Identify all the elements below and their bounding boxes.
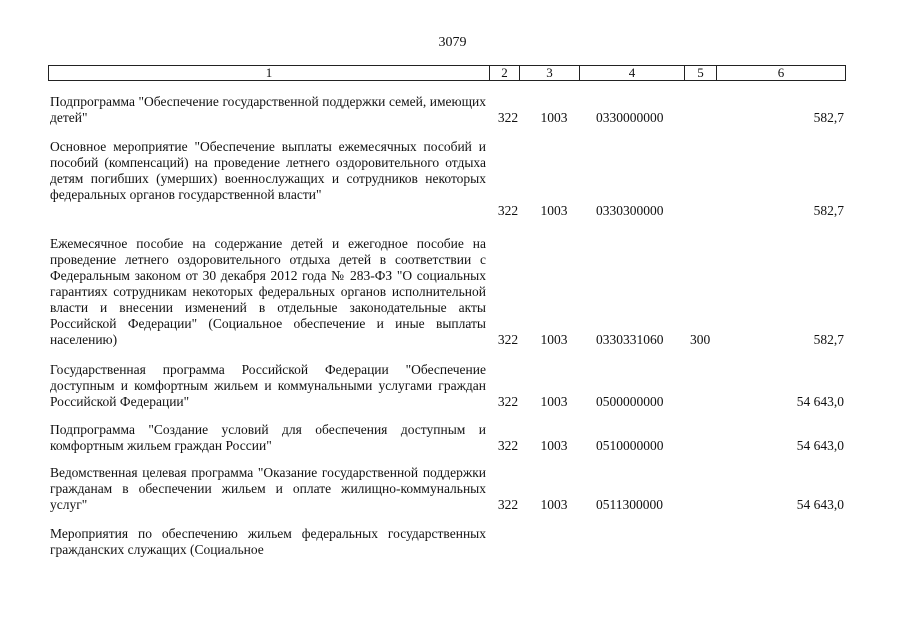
row-description: Основное мероприятие "Обеспечение выплаты ежемесячных пособий и пособий (компенсаций) на проведение летнего оздоровительного отдыха детям погибших (умерших) военнослужащих и сотрудников некоторых федеральных органов государственной власти": [50, 139, 486, 202]
row-col-6: 582,7: [813, 203, 844, 218]
row-col-4: 0330300000: [596, 203, 664, 218]
row-col-6: 54 643,0: [796, 394, 844, 409]
row-col-6: 582,7: [813, 332, 844, 347]
row-col-3: 1003: [540, 110, 568, 125]
row-col-2: 322: [497, 497, 519, 512]
table-row: [0, 139, 905, 219]
row-col-5: 300: [690, 332, 711, 347]
table-row: [0, 526, 905, 558]
row-description: Подпрограмма "Обеспечение государственной поддержки семей, имеющих детей": [50, 94, 486, 125]
table-header: [48, 65, 846, 81]
header-col-3: 3: [520, 66, 580, 80]
table-row: [0, 236, 905, 348]
row-description: Мероприятия по обеспечению жильем федеральных государственных гражданских служащих (Социальное: [50, 526, 486, 557]
table-row: [0, 94, 905, 126]
row-col-3: 1003: [540, 394, 568, 409]
row-description: Ежемесячное пособие на содержание детей и ежегодное пособие на проведение летнего оздоровительного отдыха детей в соответствии с Федеральным законом от 30 декабря 2012 года № 283-ФЗ "О социальных гарантиях сотрудникам некоторых федеральных органов исполнительной власти и внесении изменений в отдельные законодательные акты Российской Федерации" (Социальное обеспечение и иные выплаты населению): [50, 236, 486, 347]
row-col-4: 0510000000: [596, 438, 664, 453]
header-col-4: 4: [580, 66, 685, 80]
row-col-3: 1003: [540, 497, 568, 512]
row-col-6: 54 643,0: [796, 497, 844, 512]
row-col-2: 322: [497, 438, 519, 453]
table-row: [0, 362, 905, 410]
row-col-4: 0330000000: [596, 110, 664, 125]
row-col-6: 54 643,0: [796, 438, 844, 453]
row-col-4: 0500000000: [596, 394, 664, 409]
header-col-1: 1: [49, 66, 490, 80]
header-col-6: 6: [777, 65, 785, 80]
header-col-2: 2: [490, 66, 520, 80]
row-col-3: 1003: [540, 332, 568, 347]
row-col-2: 322: [497, 203, 519, 218]
row-description: Подпрограмма "Создание условий для обеспечения доступным и комфортным жильем граждан России": [50, 422, 486, 453]
row-col-4: 0511300000: [596, 497, 663, 512]
row-col-6: 582,7: [813, 110, 844, 125]
row-col-2: 322: [497, 332, 519, 347]
header-col-5: 5: [685, 66, 717, 80]
page-number: 3079: [438, 35, 467, 50]
row-col-2: 322: [497, 110, 519, 125]
row-col-3: 1003: [540, 203, 568, 218]
row-description: Государственная программа Российской Федерации "Обеспечение доступным и комфортным жильем и коммунальными услугами граждан Российской Федерации": [50, 362, 486, 409]
table-row: [0, 422, 905, 454]
row-col-2: 322: [497, 394, 519, 409]
table-row: [0, 465, 905, 513]
row-description: Ведомственная целевая программа "Оказание государственной поддержки гражданам в обеспечении жильем и оплате жилищно-коммунальных услуг": [50, 465, 486, 512]
row-col-4: 0330331060: [596, 332, 664, 347]
row-col-3: 1003: [540, 438, 568, 453]
